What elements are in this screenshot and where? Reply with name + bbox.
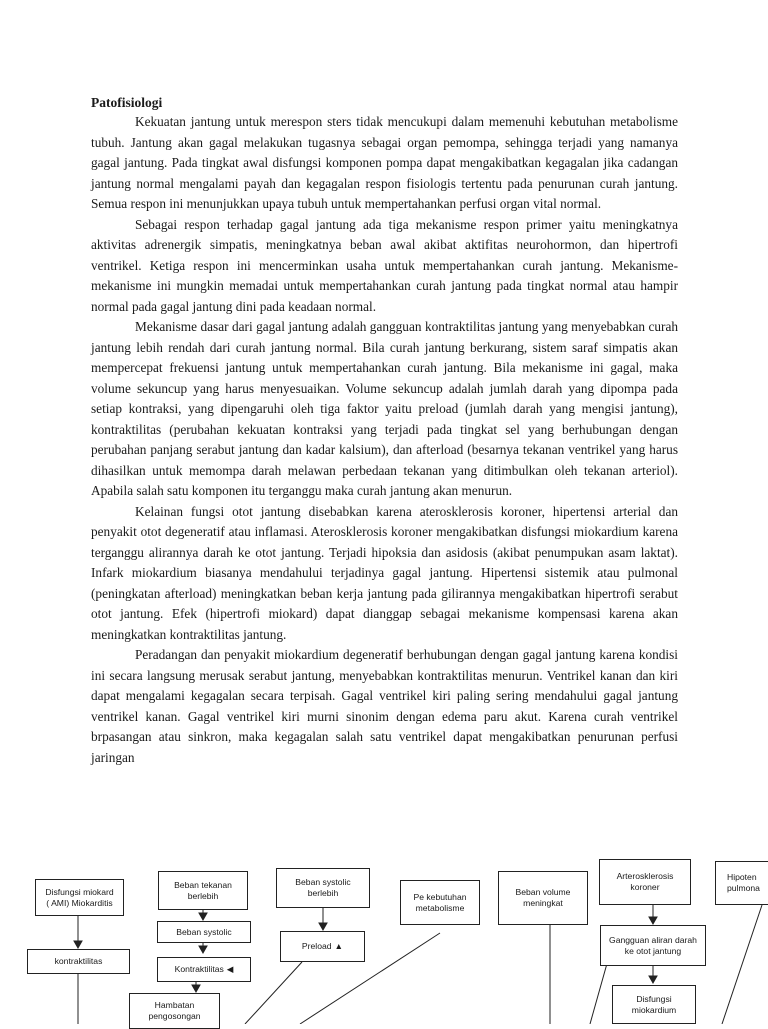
box-gangguan-aliran: Gangguan aliran darah ke otot jantung <box>600 925 706 966</box>
box-disfungsi-miokard: Disfungsi miokard ( AMI) Miokarditis <box>35 879 124 916</box>
box-kontraktilitas-left: kontraktilitas <box>27 949 130 974</box>
box-hambatan: Hambatan pengosongan <box>129 993 220 1029</box>
box-hipertensi-pulmonal: Hipoten pulmona <box>715 861 768 905</box>
paragraph: Kekuatan jantung untuk merespon sters tidak mencukupi dalam memenuhi kebutuhan metabolisme tubuh. Jantung akan gagal melakukan tugasnya sebagai organ pemompa, sehingga terjadi yang namanya gagal jantung. Pada tingkat awal disfungsi komponen pompa dapat mengakibatkan kegagalan jika cadangan jantung normal mengalami payah dan kegagalan respon fisiologis tertentu pada penurunan curah jantung. Semua respon ini menunjukkan upaya tubuh untuk mempertahankan perfusi organ vital normal. <box>91 114 678 211</box>
box-beban-systolic-berlebih: Beban systolic berlebih <box>276 868 370 908</box>
box-disfungsi-miokardium: Disfungsi miokardium <box>612 985 696 1024</box>
box-kebutuhan-metabolisme: Pe kebutuhan metabolisme <box>400 880 480 925</box>
paragraph: Peradangan dan penyakit miokardium degeneratif berhubungan dengan gagal jantung karena kondisi ini secara langsung merusak serabut jantung, menyebabkan kontraktilitas menurun. Ventrikel kanan dan kiri dapat mengalami kegagalan secara terpisah. Gagal ventrikel kiri paling sering mendahului gagal jantung ventrikel kanan. Gagal ventrikel kiri murni sinonim dengan edema paru akut. Karena curah ventrikel brpasangan atau sinkron, maka kegagalan salah satu ventrikel dapat mengakibatkan penurunan perfusi jaringan <box>91 647 678 765</box>
box-beban-volume: Beban volume meningkat <box>498 871 588 925</box>
box-kontraktilitas-mid: Kontraktilitas ◀ <box>157 957 251 982</box>
paragraph: Kelainan fungsi otot jantung disebabkan karena aterosklerosis koroner, hipertensi arterial dan penyakit otot degeneratif atau inflamasi. Aterosklerosis koroner mengakibatkan disfungsi miokardium karena terganggu alirannya darah ke otot jantung. Terjadi hipoksia dan asidosis (akibat penumpukan asam laktat). Infark miokardium biasanya mendahului terjadinya gagal jantung. Hipertensi sistemik atau pulmonal (peningkatan afterload) meningkatkan beban kerja jantung pada gilirannya mengakibatkan hipertrofi serabut otot jantung. Efek (hipertrofi miokard) dapat dianggap sebagai mekanisme kompensasi karena akan meningkatkan kontraktilitas jantung. <box>91 503 678 642</box>
box-beban-systolic: Beban systolic <box>157 921 251 943</box>
box-aterosklerosis: Arterosklerosis koroner <box>599 859 691 905</box>
box-preload: Preload ▲ <box>280 931 365 962</box>
paragraph: Mekanisme dasar dari gagal jantung adalah gangguan kontraktilitas jantung yang menyebabkan curah jantung lebih rendah dari curah jantung normal. Bila curah jantung berkurang, sistem saraf simpatis akan mempercepat frekuensi jantung untuk mempertahankan curah jantung. Bila mekanisme ini gagal, maka volume sekuncup yang harus menyesuaikan. Volume sekuncup adalah jumlah darah yang dipompa pada setiap kontraksi, yang dipengaruhi oleh tiga faktor yaitu preload (jumlah darah yang mengisi jantung), kontraktilitas (perubahan kekuatan kontraksi yang terjadi pada tingkat sel yang berhubungan dengan perubahan panjang serabut jantung dan kadar kalsium), dan afterload (besarnya tekanan ventrikel yang harus dihasilkan untuk memompa darah melawan perbedaan tekanan yang ditimbulkan oleh tekanan arteriol). Apabila salah satu komponen itu terganggu maka curah jantung akan menurun. <box>91 319 678 498</box>
box-beban-tekanan: Beban tekanan berlebih <box>158 871 248 910</box>
section-heading: Patofisiologi <box>91 95 163 110</box>
paragraph: Sebagai respon terhadap gagal jantung ada tiga mekanisme respon primer yaitu meningkatnya aktivitas adrenergik simpatis, meningkatnya beban awal akibat aktifitas neurohormon, dan hipertrofi ventrikel. Ketiga respon ini mencerminkan usaha untuk mempertahankan curah jantung. Mekanisme-mekanisme ini mungkin memadai untuk mempertahankan curah jantung pada tingkat normal atau hampir normal pada gagal jantung dini pada keadaan normal. <box>91 216 678 314</box>
